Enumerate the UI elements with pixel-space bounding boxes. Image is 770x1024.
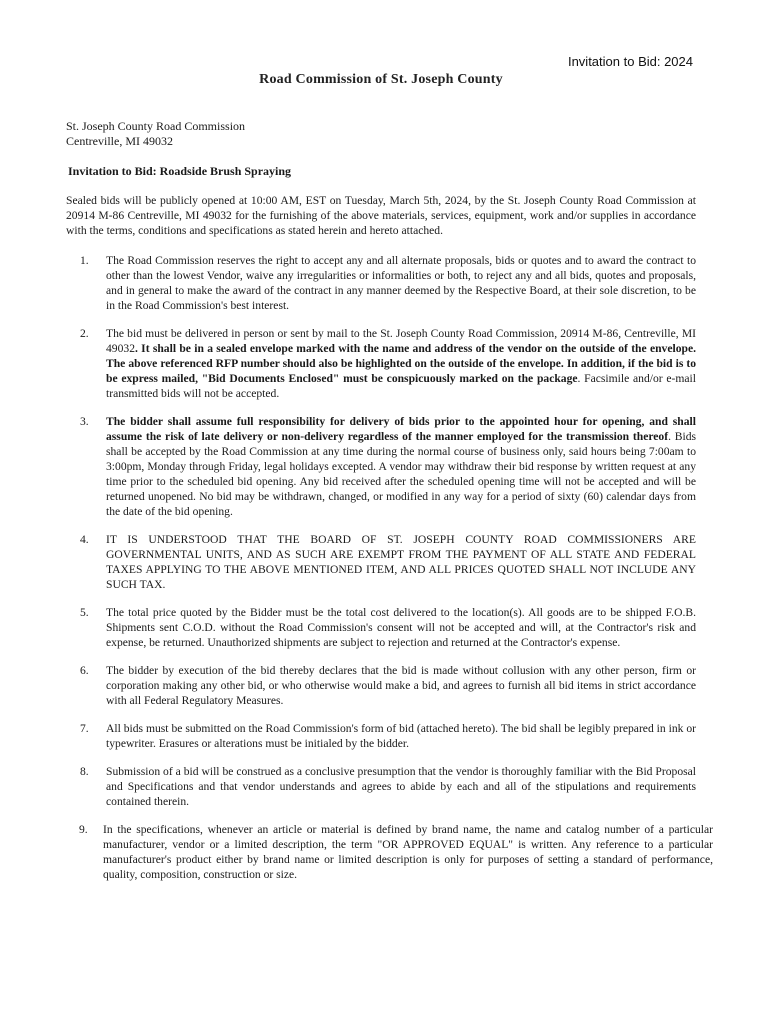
item-number: 6.	[80, 664, 89, 677]
list-item	[79, 822, 713, 882]
list-item	[80, 764, 696, 809]
address-block	[66, 119, 245, 149]
item-number: 7.	[80, 722, 89, 735]
list-item	[80, 721, 696, 751]
item-number: 2.	[80, 327, 89, 340]
item-text: IT IS UNDERSTOOD THAT THE BOARD OF ST. JOSEPH COUNTY ROAD COMMISSIONERS ARE GOVERNMENTAL UNITS, AND AS SUCH ARE EXEMPT FROM THE PAYMENT OF ALL STATE AND FEDERAL TAXES APPLYING TO THE ABOVE MENTIONED ITEM, AND ALL PRICES QUOTED SHALL NOT INCLUDE ANY SUCH TAX.	[106, 533, 696, 591]
list-item	[80, 532, 696, 592]
header-doc-label: Invitation to Bid: 2024	[567, 54, 693, 69]
item-text: Submission of a bid will be construed as a conclusive presumption that the vendor is thoroughly familiar with the Bid Proposal and Specifications and that vendor understands and agrees to abide by each and all of the stipulations and requirements contained therein.	[106, 765, 696, 808]
item-text-bold: . It shall be in a sealed envelope marked with the name and address of the vendor on the outside of the envelope. The above referenced RFP number should also be highlighted on the outside of the envelope. In addition, if the bid is to be express mailed, "Bid Documents Enclosed" must be conspicuously marked on the package	[106, 342, 696, 385]
item-text: The bidder by execution of the bid thereby declares that the bid is made without collusion with any other person, firm or corporation making any other bid, or who otherwise would make a bid, and agrees to furnish all bid items in strict accordance with all Federal Regulatory Measures.	[106, 664, 696, 707]
item-text-tail: . Facsimile and/or e-mail transmitted bids will not be accepted.	[106, 372, 696, 400]
item-number: 9.	[79, 823, 88, 836]
intro-paragraph: Sealed bids will be publicly opened at 10:00 AM, EST on Tuesday, March 5th, 2024, by the St. Joseph County Road Commission at 20914 M-86 Centreville, MI 49032 for the furnishing of the above materials, services, equipment, work and/or supplies in accordance with the terms, conditions and specifications as stated herein and hereto attached.	[66, 194, 696, 237]
item-text: All bids must be submitted on the Road Commission's form of bid (attached hereto). The bid shall be legibly prepared in ink or typewriter. Erasures or alterations must be initialed by the bidder.	[106, 722, 696, 750]
item-number: 8.	[80, 765, 89, 778]
item-number: 4.	[80, 533, 89, 546]
item-text-bold: The bidder shall assume full responsibility for delivery of bids prior to the appointed hour for opening, and shall assume the risk of late delivery or non-delivery regardless of the manner employed for the transmission thereof	[106, 415, 696, 443]
terms-list	[0, 253, 770, 895]
subject-line: Invitation to Bid: Roadside Brush Spraying	[68, 164, 292, 178]
item-text: In the specifications, whenever an article or material is defined by brand name, the name and catalog number of a particular manufacturer, vendor or a limited description, the term "OR APPROVED EQUAL" is written. Any reference to a particular manufacturer's product either by brand name or limited description is only for purposes of setting a standard of performance, quality, composition, construction or size.	[103, 823, 713, 881]
page-title: Road Commission of St. Joseph County	[259, 72, 503, 87]
item-text: The total price quoted by the Bidder must be the total cost delivered to the location(s). All goods are to be shipped F.O.B. Shipments sent C.O.D. without the Road Commission's consent will not be accepted and will, at the Contractor's risk and expense, be returned. Unauthorized shipments are subject to rejection and returned at the Contractor's expense.	[106, 606, 696, 649]
list-item	[80, 605, 696, 650]
list-item	[80, 253, 696, 313]
address-line-2: Centreville, MI 49032	[66, 134, 173, 148]
item-text: . Bids shall be accepted by the Road Commission at any time during the normal course of business only, said hours being 7:00am to 3:00pm, Monday through Friday, legal holidays excepted. A vendor may withdraw their bid response by written request at any time prior to the scheduled bid opening. Any bid received after the scheduled opening time will not be accepted and will be returned unopened. No bid may be withdrawn, changed, or modified in any way for a period of sixty (60) calendar days from the date of the bid opening.	[106, 430, 697, 518]
list-item	[80, 663, 696, 708]
item-text: The Road Commission reserves the right to accept any and all alternate proposals, bids or quotes and to award the contract to other than the lowest Vendor, waive any irregularities or informalities or both, to reject any and all bids, quotes and proposals, and in general to make the award of the contract in any manner deemed by the Respective Board, at their sole discretion, to be in the Road Commission's best interest.	[106, 254, 696, 312]
address-line-1: St. Joseph County Road Commission	[66, 119, 246, 133]
item-text: The bid must be delivered in person or sent by mail to the St. Joseph County Road Commission, 20914 M-86, Centreville, MI 49032	[106, 327, 696, 355]
list-item	[80, 326, 696, 401]
item-number: 5.	[80, 606, 89, 619]
list-item	[80, 414, 697, 519]
item-number: 1.	[80, 254, 89, 267]
item-number: 3.	[80, 415, 89, 428]
